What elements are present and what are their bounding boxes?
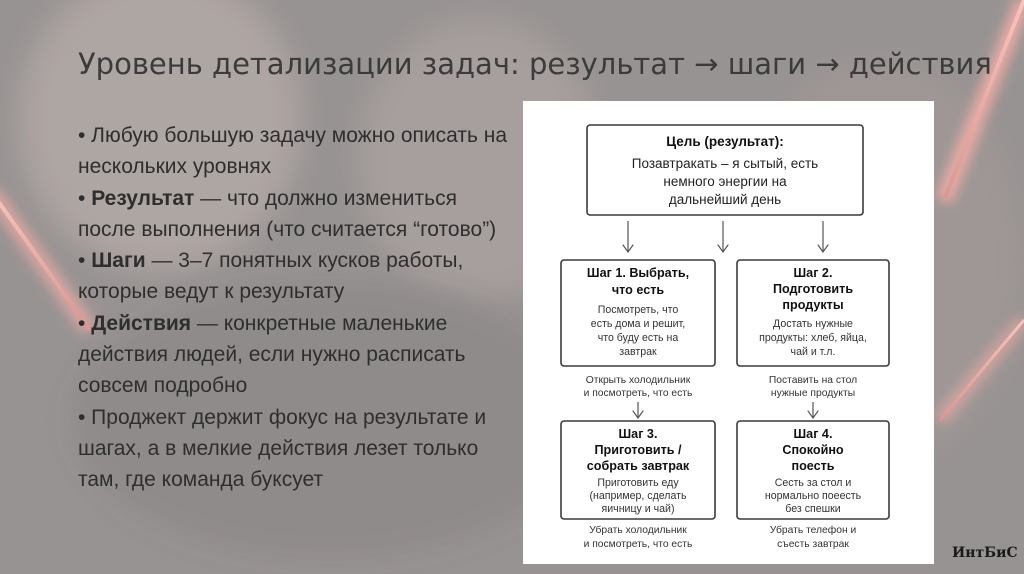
- goal-title: Цель (результат):: [666, 134, 784, 149]
- step-2-box: [737, 260, 889, 366]
- step-1-line-3: что буду есть на: [597, 332, 679, 344]
- step-2-title-1: Шаг 2.: [793, 266, 833, 280]
- step-1-title-2: что есть: [611, 283, 665, 297]
- bullet-result: • Результат — что должно измениться после выполнения (что считается “готово”): [78, 186, 497, 241]
- step-4-box: [737, 421, 889, 519]
- step-2-line-3: чай и т.л.: [790, 346, 836, 358]
- bullet-steps: • Шаги — 3–7 понятных кусков работы, которые ведут к результату: [78, 249, 464, 304]
- step-4-line-1: Сесть за стол и: [774, 477, 852, 489]
- step-2-line-2: продукты: хлеб, яйца,: [759, 332, 867, 344]
- step-2-title-2: Подготовить: [772, 282, 854, 296]
- step-3-box: [561, 421, 715, 519]
- action-4-line-1: Убрать телефон и: [769, 525, 857, 536]
- step-2-title-3: продукты: [782, 298, 844, 312]
- step-1-line-4: завтрак: [619, 346, 657, 358]
- step-4-title-3: поесть: [791, 459, 835, 473]
- step-4-line-3: без спешки: [785, 503, 841, 515]
- bullet-list: [78, 120, 518, 496]
- action-3-line-2: и посмотреть, что есть: [583, 539, 693, 550]
- step-1-line-1: Посмотреть, что: [597, 304, 679, 316]
- step-3-line-3: яичницу и чай): [601, 503, 675, 515]
- step-3-title-1: Шаг 3.: [618, 427, 658, 441]
- goal-box: [587, 125, 863, 215]
- action-3: [584, 524, 693, 550]
- bullet-focus: • Проджект держит фокус на результате и шагах, а в мелкие действия лезет только там, где команда буксует: [78, 405, 487, 492]
- action-4: [770, 524, 857, 550]
- action-2-line-2: нужные продукты: [770, 388, 856, 399]
- bullet-actions: • Действия — конкретные маленькие действия людей, если нужно расписать совсем подробно: [78, 311, 466, 398]
- step-2-line-1: Достать нужные: [773, 318, 853, 330]
- step-4-title-2: Спокойно: [782, 443, 844, 457]
- action-4-line-2: съесть завтрак: [777, 539, 849, 550]
- flow-diagram-panel: [523, 101, 934, 564]
- action-1-line-1: Открыть холодильник: [585, 375, 691, 386]
- flow-diagram: [523, 101, 934, 564]
- action-1-line-2: и посмотреть, что есть: [583, 388, 693, 399]
- goal-line-3: дальнейший день: [668, 192, 782, 207]
- step-3-title-3: собрать завтрак: [586, 459, 690, 473]
- brand-logo: ИнтБиС: [952, 545, 1018, 561]
- action-2-line-1: Поставить на стол: [768, 375, 858, 386]
- slide-title: Уровень детализации задач: результат → шаги → действия: [78, 47, 992, 81]
- bullet-intro: • Любую большую задачу можно описать на нескольких уровнях: [78, 124, 508, 179]
- step-4-line-2: нормально поеесть: [764, 490, 862, 502]
- step-3-line-2: (например, сделать: [589, 490, 687, 502]
- step-4-title-1: Шаг 4.: [793, 427, 833, 441]
- action-2: [769, 375, 857, 418]
- goal-line-2: немного энергии на: [663, 174, 787, 189]
- goal-line-1: Позавтракать – я сытый, есть: [631, 156, 819, 171]
- goal-arrows: [623, 221, 828, 252]
- step-3-title-2: Приготовить /: [594, 443, 682, 457]
- step-3-line-1: Приготовить еду: [597, 477, 679, 489]
- step-1-box: [561, 260, 715, 366]
- step-1-title-1: Шаг 1. Выбрать,: [586, 266, 690, 280]
- action-3-line-1: Убрать холодильник: [589, 525, 687, 536]
- step-1-line-2: есть дома и решит,: [590, 318, 686, 330]
- action-1: [584, 375, 693, 418]
